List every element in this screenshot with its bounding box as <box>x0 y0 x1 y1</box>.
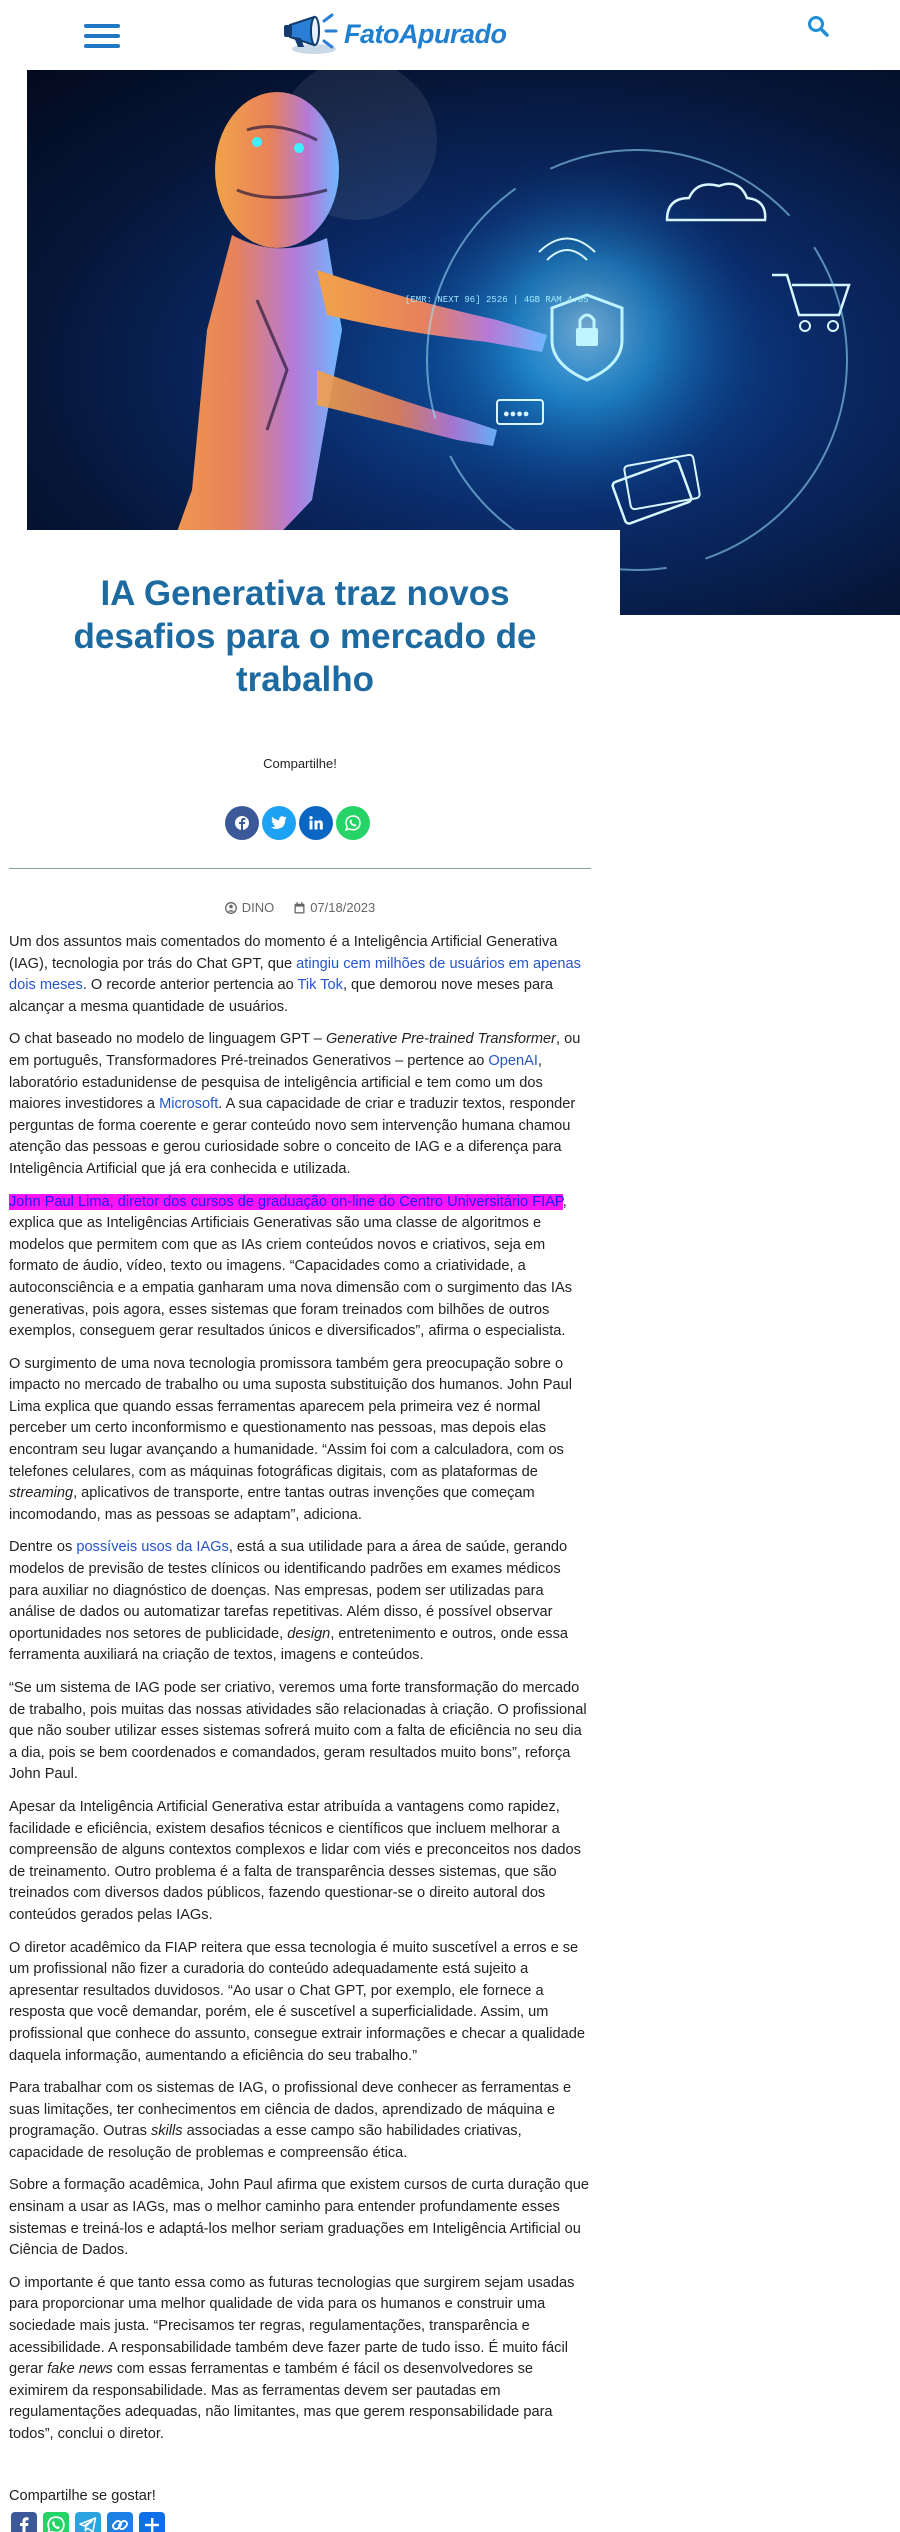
page-title: IA Generativa traz novos desafios para o mercado de trabalho <box>73 574 537 699</box>
whatsapp-icon <box>345 815 361 831</box>
text: , que demorou nove meses para alcançar a mesma quantidade de usuários. <box>9 977 554 1015</box>
share-buttons <box>225 806 370 840</box>
text: , explica que as Inteligências Artificiais Generativas são uma classe de algoritmos e modelos que permitem com que as IAs criem conteúdos novos e criativos, seja em formato de áudio, vídeo, texto ou imagens. “Capacidades como a criatividade, a autoconsciência e a empatia ganharam uma nova dimensão com o surgimento das IAs generativas, pois agora, esses sistemas que foram treinados com bilhões de outros exemplos, conseguem gerar resultados únicos e diversificados”, afirma o especialista. <box>9 1193 572 1340</box>
paragraph: “Se um sistema de IAG pode ser criativo, veremos uma forte transformação do mercado de trabalho, pois muitas das nossas atividades são relacionadas à criação. O profissional que não souber utilizar esses sistemas sofrerá muito com a falta de eficiência no seu dia a dia, pois se bem coordenados e comandados, geram resultados muito bons”, reforça John Paul. <box>9 1680 587 1783</box>
text: , laboratório estadunidense de pesquisa de inteligência artificial e tem como um dos maiores investidores a <box>9 1052 543 1113</box>
text: O importante é que tanto essa como as futuras tecnologias que surgirem sejam usadas para proporcionar uma melhor qualidade de vida para os humanos e construir uma sociedade mais justa. “Precisamos ter regras, regulamentações, transparência e acessibilidade. A responsabilidade também deve fazer parte de tudo isso. É muito fácil gerar <box>9 2274 575 2378</box>
text: , ou em português, Transformadores Pré-treinados Generativos – pertence ao <box>9 1031 581 1069</box>
text: associadas a esse campo são habilidades criativas, capacidade de resolução de problemas e compreensão ética. <box>9 2123 522 2161</box>
author-meta <box>225 900 275 915</box>
hamburger-menu-icon[interactable] <box>84 24 120 52</box>
whatsapp-share-button[interactable] <box>336 806 370 840</box>
whatsapp-share-button[interactable] <box>43 2512 69 2532</box>
copy-link-button[interactable] <box>107 2512 133 2532</box>
paragraph: Sobre a formação acadêmica, John Paul afirma que existem cursos de curta duração que ensinam a usar as IAGs, mas o melhor caminho para entender profundamente esses sistemas e treiná-los e adaptá-los melhor seriam graduações em Inteligência Artificial ou Ciência de Dados. <box>9 2177 590 2259</box>
text: . O recorde anterior pertencia ao <box>82 977 298 994</box>
user-circle-icon <box>225 902 237 914</box>
article-meta <box>0 900 600 915</box>
brand-name: FatoApurado <box>344 18 507 49</box>
emphasis: streaming <box>9 1485 74 1502</box>
emphasis: fake news <box>47 2361 113 2378</box>
emphasis: Generative Pre-trained Transformer <box>325 1031 557 1048</box>
paragraph <box>9 2078 591 2164</box>
paragraph <box>9 2273 591 2446</box>
telegram-icon <box>79 2517 97 2532</box>
article-body <box>9 932 591 2457</box>
link-icon <box>111 2516 129 2532</box>
text: com essas ferramentas e também é fácil os desenvolvedores se eximirem da responsabilidade. Mas as ferramentas devem ser pautadas em regulamentações adequadas, não limitantes, mas que gerem responsabilidade para todos”, conclui o diretor. <box>9 2361 553 2442</box>
facebook-icon <box>18 2516 30 2532</box>
site-logo[interactable] <box>280 10 510 58</box>
article-link[interactable]: Microsoft <box>159 1096 219 1113</box>
paragraph <box>9 1192 591 1343</box>
linkedin-icon <box>309 816 323 830</box>
menu-bar <box>84 44 120 48</box>
share-footer-label: Compartilhe se gostar! <box>9 2488 156 2504</box>
paragraph <box>9 932 591 1018</box>
article-link[interactable]: possíveis usos da IAGs <box>76 1539 229 1556</box>
menu-bar <box>84 34 120 38</box>
menu-bar <box>84 24 120 28</box>
paragraph: Apesar da Inteligência Artificial Generativa estar atribuída a vantagens como rapidez, facilidade e eficiência, existem desafios técnicos e científicos que incluem melhorar a compreensão de alguns contextos complexos e lidar com viés e preconceitos nos dados de treinamento. Outro problema é a falta de transparência desses sistemas, que são treinados com diversos dados públicos, fazendo questionar-se o direito autoral dos conteúdos gerados pelas IAGs. <box>9 1798 581 1923</box>
share-footer-buttons <box>11 2512 165 2532</box>
linkedin-share-button[interactable] <box>299 806 333 840</box>
plus-icon <box>144 2517 160 2532</box>
share-label: Compartilhe! <box>263 756 337 771</box>
more-share-button[interactable] <box>139 2512 165 2532</box>
text: Dentre os <box>9 1539 77 1556</box>
password-dots: ●●●● <box>503 409 530 421</box>
paragraph <box>9 1354 591 1527</box>
hud-readout: [EMR: NEXT 96] 2526 | 4GB RAM 4.05 <box>405 295 589 305</box>
author-name[interactable]: DINO <box>241 900 275 915</box>
text: , entretenimento e outros, onde essa ferramenta auxiliará na criação de textos, imagens e conteúdos. <box>9 1625 569 1664</box>
facebook-share-button[interactable] <box>11 2512 37 2532</box>
text: . A sua capacidade de criar e traduzir textos, responder perguntas de forma coerente e gerar conteúdo novo sem intervenção humana chamou atenção das pessoas e gerou curiosidade sobre o conceito de IAG e a diferença para Inteligência Artificial que já era conhecida e utilizada. <box>9 1096 576 1177</box>
text: , aplicativos de transporte, entre tantas outras invenções que começam incomodando, mas as pessoas se adaptam”, adiciona. <box>9 1485 535 1523</box>
megaphone-logo-icon <box>280 11 342 57</box>
text: O surgimento de uma nova tecnologia promissora também gera preocupação sobre o impacto no mercado de trabalho ou uma suposta substituição dos humanos. John Paul Lima explica que quando essas ferramentas aparecem pela primeira vez é normal perceber um certo inconformismo e questionamento nas pessoas, mas depois elas encontram seu lugar avançando a humanidade. “Assim foi com a calculadora, com os telefones celulares, com as máquinas fotográficas digitais, com as plataformas de <box>9 1355 573 1480</box>
paragraph <box>9 1537 591 1667</box>
article-link[interactable]: OpenAI <box>488 1052 538 1069</box>
search-icon[interactable] <box>806 14 832 40</box>
paragraph: O diretor acadêmico da FIAP reitera que essa tecnologia é muito suscetível a erros e se um profissional não fizer a curadoria do conteúdo adequadamente está sujeito a apresentar resultados duvidosos. “Ao usar o Chat GPT, por exemplo, ele fornece a resposta que você demandar, porém, ele é suscetível a superficialidade. Assim, um profissional que conhece do assunto, consegue extrair informações e checar a qualidade daquela informação, aumentando a eficiência do seu trabalho.” <box>9 1939 586 2064</box>
emphasis: design <box>287 1625 331 1642</box>
telegram-share-button[interactable] <box>75 2512 101 2532</box>
whatsapp-icon <box>47 2516 65 2532</box>
highlighted-text: John Paul Lima, diretor dos cursos de graduação on-line do Centro Universitário FIAP <box>9 1193 563 1210</box>
text: Um dos assuntos mais comentados do momento é a Inteligência Artificial Generativa (IAG), tecnologia por trás do Chat GPT, que <box>9 934 558 972</box>
facebook-share-button[interactable] <box>225 806 259 840</box>
publish-date[interactable]: 07/18/2023 <box>310 900 376 915</box>
text: O chat baseado no modelo de linguagem GPT – <box>9 1031 326 1048</box>
site-header <box>0 0 900 70</box>
article-link[interactable]: Tik Tok <box>297 977 343 994</box>
calendar-icon <box>294 902 305 914</box>
facebook-icon <box>234 815 250 831</box>
text: , está a sua utilidade para a área de saúde, gerando modelos de previsão de testes clínicos ou identificando padrões em exames médicos para auxiliar no diagnóstico de doenças. Nas empresas, podem ser utilizadas para análise de dados ou automatizar tarefas repetitivas. Além disso, é possível observar oportunidades nos setores de publicidade, <box>9 1539 568 1642</box>
date-meta <box>294 900 375 915</box>
paragraph <box>9 1029 591 1180</box>
emphasis: skills <box>150 2123 183 2140</box>
title-divider <box>9 868 591 869</box>
twitter-icon <box>271 816 287 830</box>
article-link[interactable]: atingiu cem milhões de usuários em apenas dois meses <box>9 955 581 994</box>
twitter-share-button[interactable] <box>262 806 296 840</box>
text: Para trabalhar com os sistemas de IAG, o profissional deve conhecer as ferramentas e suas limitações, ter conhecimentos em ciência de dados, aprendizado de máquina e programação. Outras <box>9 2080 572 2140</box>
